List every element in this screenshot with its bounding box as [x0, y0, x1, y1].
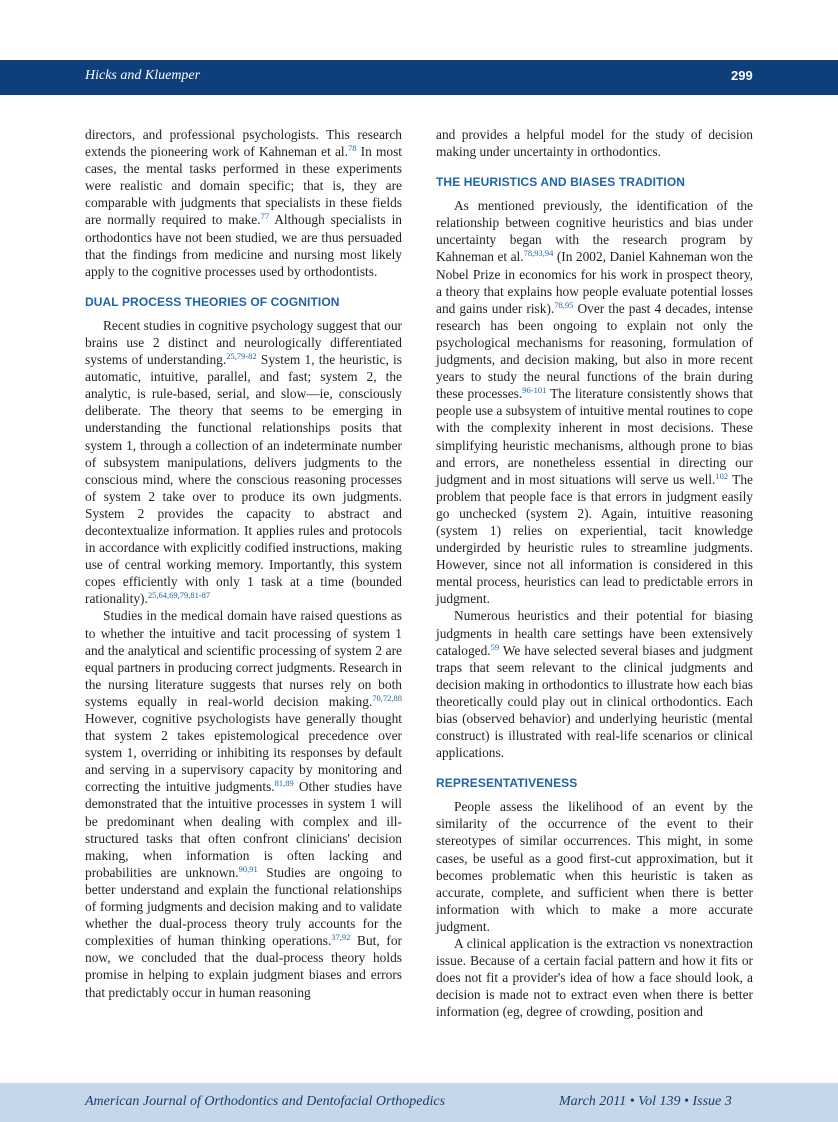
right-paragraph-3: Numerous heuristics and their potential for biasing judgments in health care settings have been extensively cataloged.$^{59}$ We have selected several biases and judgment traps that seem relevant to the clinical judgments and decision making in orthodontics to illustrate how each bias theoretically could play out in clinical orthodontics. Each bias (observed behavior) and underlying heuristic (mental construct) is illustrated with real-life scenarios or clinical applications. [436, 608, 753, 761]
right-paragraph-4: People assess the likelihood of an event by the similarity of the occurrence of the event to their stereotypes of similar occurrences. This might, in some cases, be useful as a good first-cut approximation, but it becomes problematic when this heuristic is taken as accurate, complete, and sufficient when there is better information with which to make a more accurate judgment. [436, 799, 753, 934]
citation[interactable]: 90,91 [238, 863, 258, 874]
right-paragraph-5: A clinical application is the extraction vs nonextraction issue. Because of a certain facial pattern and how it fits or does not fit a provider's idea of how a face should look, a decision is made not to extract even when there is better information (eg, degree of crowding, position and [436, 936, 753, 1020]
citation[interactable]: 96-101 [522, 385, 547, 396]
citation[interactable]: 25,64,69,79,81-87 [147, 590, 211, 601]
citation[interactable]: 78,93,94 [523, 248, 554, 259]
section-heading-heuristics: THE HEURISTICS AND BIASES TRADITION [436, 175, 686, 190]
left-column [85, 126, 402, 1001]
running-header-authors: Hicks and Kluemper [85, 68, 201, 83]
citation[interactable]: 70,72,88 [372, 692, 402, 703]
running-header [0, 60, 838, 95]
left-paragraph-1: directors, and professional psychologists. This research extends the pioneering work of Kahneman et al.$^{78}$ In most cases, the mental tasks performed in these experiments were realistic and domain specific; that is, they are comparable with judgments that specialists in these fields are normally required to make.$^{77}$ Although specialists in orthodontics have not been studied, we are thus persuaded that the findings from medicine and nursing most likely apply to the cognitive processes used by orthodontists. [85, 127, 402, 279]
citation[interactable]: 25,79-82 [226, 351, 257, 362]
citation[interactable]: 37,92 [331, 932, 351, 943]
left-paragraph-3: Studies in the medical domain have raised questions as to whether the intuitive and tacit processing of system 1 and the analytical and scientific processing of system 2 are equal partners in producing correct judgments. Research in the nursing literature suggests that nurses rely on both systems equally in real-world decision making.$^{70,72,88}$ However, cognitive psychologists have generally thought that system 2 takes epistemological precedence over system 1, overriding or inhibiting its responses by default and serving in a supervisory capacity by monitoring and correcting the intuitive judgments.$^{81,89}$ Other studies have demonstrated that the intuitive processes in system 1 will be predominant when dealing with complex and ill-structured tasks that often confront clinicians' decision making, when information is often lacking and probabilities are unknown.$^{90,91}$ Studies are ongoing to better understand and explain the functional relationships of forming judgments and decision making and to validate whether the dual-process theory truly accounts for the complexities of human thinking operations.$^{37,92}$ But, for now, we concluded that the dual-process theory holds promise in helping to explain judgment biases and errors that predictably occur in human reasoning [85, 608, 402, 1000]
right-paragraph-1: and provides a helpful model for the study of decision making under uncertainty in orthodontics. [436, 127, 753, 160]
citation[interactable]: 77 [260, 211, 270, 222]
citation[interactable]: 102 [715, 470, 729, 481]
citation[interactable]: 78 [347, 143, 357, 154]
citation[interactable]: 78,95 [554, 299, 574, 310]
footer-journal-name: American Journal of Orthodontics and Dentofacial Orthopedics [85, 1094, 446, 1109]
right-column [436, 126, 753, 1021]
section-heading-dual-process: DUAL PROCESS THEORIES OF COGNITION [85, 294, 340, 309]
footer-issue-info: March 2011 • Vol 139 • Issue 3 [559, 1094, 732, 1109]
page-number: 299 [731, 68, 753, 83]
right-paragraph-2: As mentioned previously, the identification of the relationship between cognitive heuristics and bias under uncertainty began with the research program by Kahneman et al.$^{78,93,94}$ (In 2002, Daniel Kahneman won the Nobel Prize in economics for his work in prospect theory, a theory that explains how people evaluate potential losses and gains under risk).$^{78,95}$ Over the past 4 decades, intense research has been ongoing to explain not only the psychological mechanisms for reasoning, formulation of judgments, and decision making, but also in more recent years to study the neural functions of the brain during these processes.$^{96-101}$ The literature consistently shows that people use a subsystem of intuitive mental routines to cope with the complexity inherent in most decisions. These simplifying heuristic mechanisms, although prone to bias and errors, are nonetheless essential in directing our judgment and in most situations will serve us well.$^{102}$ The problem that people face is that errors in judgment easily go unchecked (system 2). Again, intuitive reasoning (system 1) relies on experiential, tacit knowledge undergirded by heuristic rules to streamline judgments. However, since not all information is considered in this mental process, heuristics can lead to predictable errors in judgment. [436, 198, 753, 607]
citation[interactable]: 81,89 [274, 778, 294, 789]
section-heading-representativeness: REPRESENTATIVENESS [436, 776, 578, 791]
left-paragraph-2: Recent studies in cognitive psychology suggest that our brains use 2 distinct and neurologically differentiated systems of understanding.$^{25,79-82}$ System 1, the heuristic, is automatic, intuitive, parallel, and fast; system 2, the analytic, is rule-based, serial, and slow—ie, consciously deliberate. The theory that seems to be emerging in understanding the functional relationships posits that system 1, through a collection of an indeterminate number of subsystem manipulations, delivers judgments to the conscious mind, where the conscious reasoning processes of system 2 take over to produce its own judgments. System 2 provides the capacity to abstract and decontextualize information. It applies rules and protocols in accordance with explicitly codified instructions, making use of central working memory. Importantly, this system copes efficiently with only 1 task at a time (bounded rationality).$^{25,64,69,79,81-87}$ [85, 317, 402, 607]
running-footer [0, 1083, 838, 1122]
citation[interactable]: 59 [490, 641, 500, 652]
